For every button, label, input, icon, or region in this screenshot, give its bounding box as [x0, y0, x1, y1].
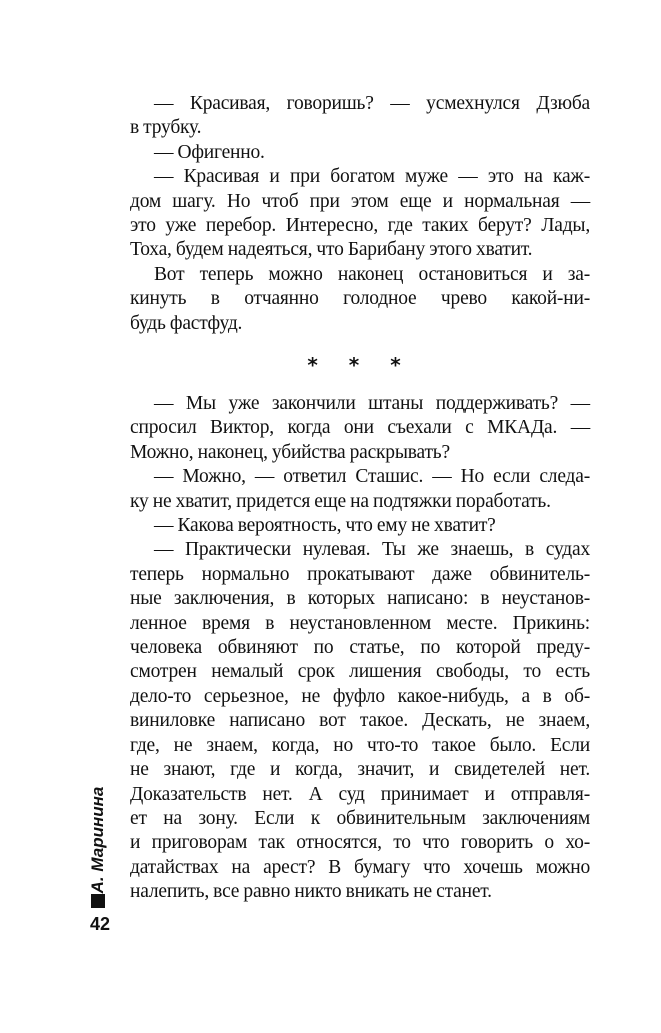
text-line: Доказательств нет. А суд принимает и отправля-	[130, 783, 590, 805]
text-line: — Какова вероятность, что ему не хватит?	[154, 515, 496, 537]
text-section-2	[130, 392, 590, 905]
text-line: — Можно, — ответил Сташис. — Но если следа-	[154, 466, 590, 488]
text-line: дело-то серьезное, не фуфло какое-нибудь, а в об-	[130, 685, 590, 707]
text-line: теперь нормально прокатывают даже обвинитель-	[130, 563, 590, 585]
text-line: Вот теперь можно наконец остановиться и за-	[154, 263, 590, 285]
text-line: ные заключения, в которых написано: в неустанов-	[130, 588, 590, 610]
text-line: ку не хватит, придется еще на подтяжки поработать.	[130, 490, 551, 512]
text-line: — Красивая и при богатом муже — это на каж-	[154, 166, 590, 188]
text-line: спросил Виктор, когда они съехали с МКАДа. —	[130, 417, 590, 439]
text-line: налепить, все равно никто вникать не станет.	[130, 881, 492, 903]
text-line: ет на зону. Если к обвинительным заключениям	[130, 807, 590, 829]
text-line: где, не знаем, когда, но что-то такое было. Если	[130, 734, 590, 756]
text-line: не знают, где и когда, значит, и свидетелей нет.	[130, 759, 590, 781]
text-line: — Мы уже закончили штаны поддерживать? —	[154, 393, 590, 414]
section-separator: * * *	[307, 353, 413, 377]
text-section-1	[130, 92, 590, 336]
text-line: — Красивая, говоришь? — усмехнулся Дзюба	[154, 93, 590, 114]
text-line: будь фастфуд.	[130, 312, 243, 334]
text-line: и приговорам так относятся, то что говорить о хо-	[130, 832, 590, 854]
text-line: — Практически нулевая. Ты же знаешь, в судах	[154, 539, 590, 561]
text-line: кинуть в отчаянно голодное чрево какой-ни-	[130, 288, 590, 310]
text-line: дом шагу. Но чтоб при этом еще и нормальная —	[130, 190, 590, 212]
text-line: Тоха, будем надеяться, что Барибану этого хватит.	[130, 239, 533, 261]
text-line: в трубку.	[130, 117, 202, 139]
square-marker-icon	[91, 894, 105, 908]
text-line: — Офигенно.	[154, 141, 265, 163]
text-line: Можно, наконец, убийства раскрывать?	[130, 441, 450, 463]
text-line: датайствах на арест? В бумагу что хочешь можно	[130, 856, 590, 878]
author-name: А. Маринина	[88, 786, 107, 894]
page-number: 42	[89, 914, 111, 934]
text-line: человека обвиняют по статье, по которой преду-	[130, 637, 590, 659]
running-head	[78, 770, 118, 910]
text-line: смотрен немалый срок лишения свободы, то есть	[130, 661, 590, 683]
text-line: ленное время в неустановленном месте. Прикинь:	[130, 612, 590, 634]
text-line: это уже перебор. Интересно, где таких берут? Лады,	[130, 215, 590, 237]
text-line: виниловке написано вот такое. Дескать, не знаем,	[130, 710, 590, 732]
